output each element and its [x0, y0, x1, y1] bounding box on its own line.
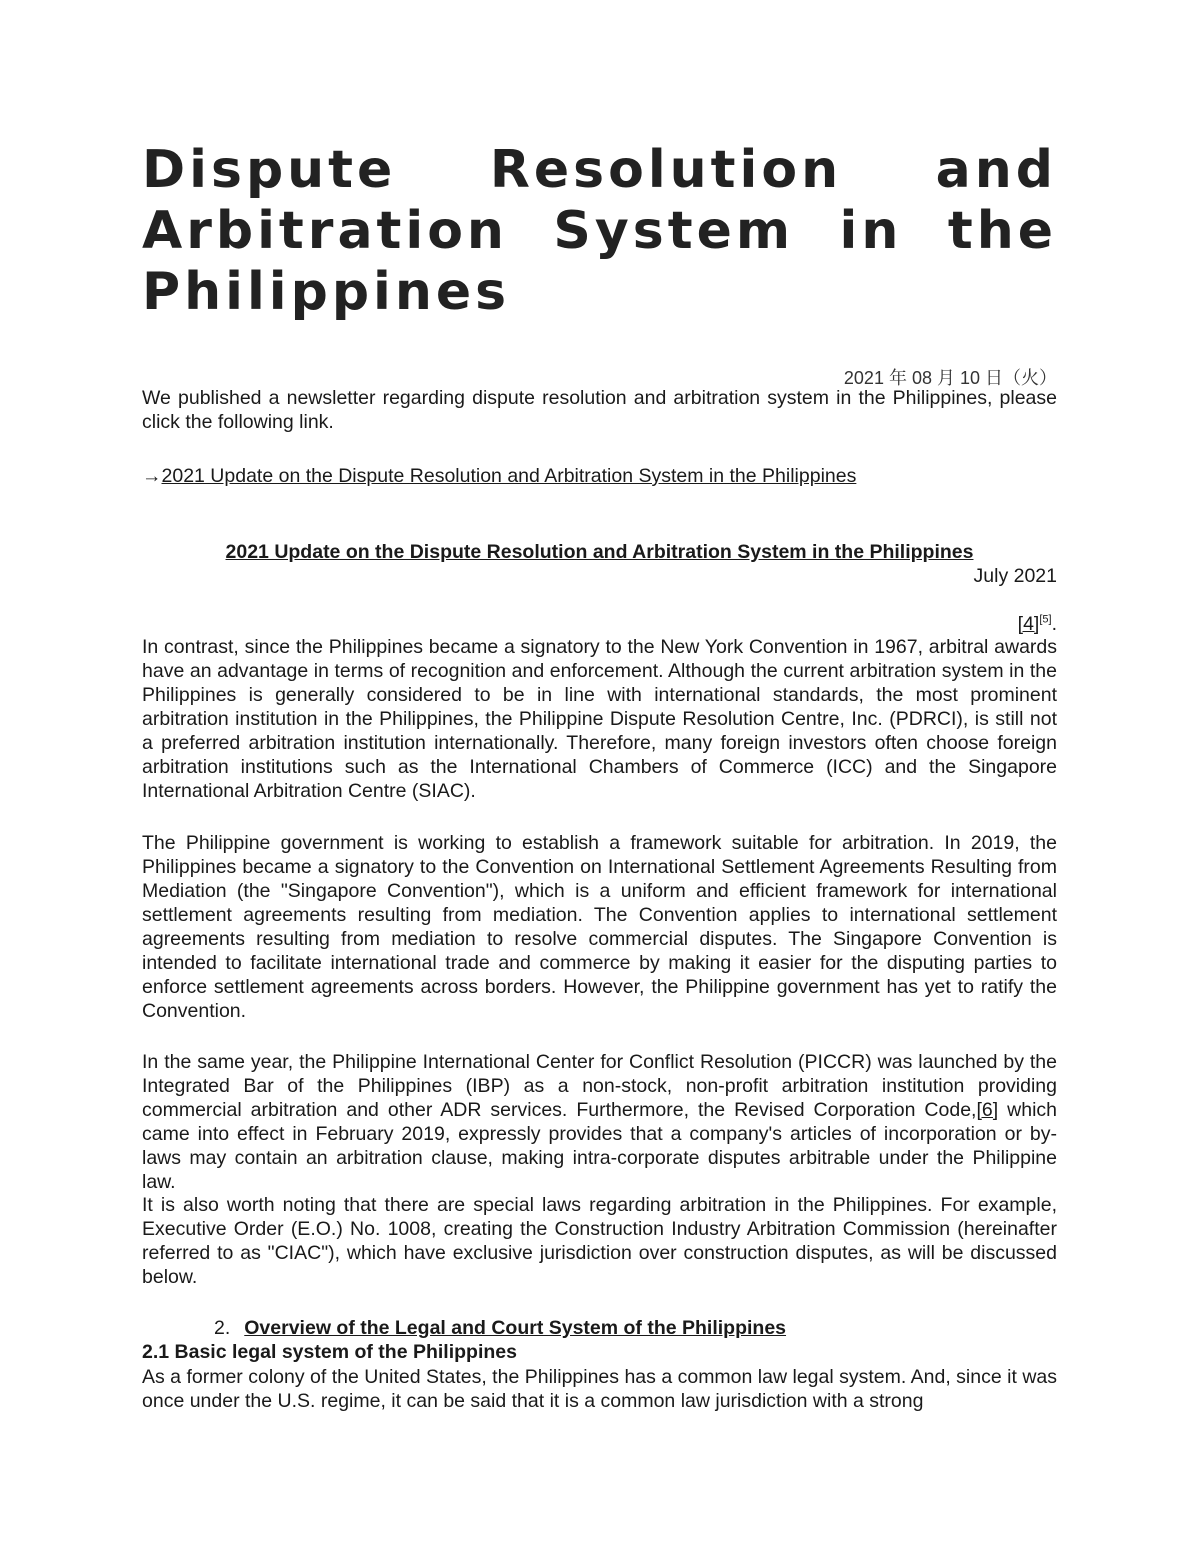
arrow-icon: → — [142, 465, 162, 487]
footnote-tail: . — [1051, 613, 1057, 635]
footnote-mark-5: [5] — [1039, 613, 1052, 626]
paragraph-special-laws: It is also worth noting that there are special laws regarding arbitration in the Philippines. For example, Executive Order (E.O.) No. 1008, creating the Construction Industry Arbitration Commission (hereinafter referred to as "CIAC"), which have exclusive jurisdiction over construction disputes, as will be discussed below. — [142, 1194, 1057, 1288]
footnote-link-6[interactable]: [6] — [976, 1099, 999, 1121]
footnote-link-4[interactable]: [4] — [1017, 613, 1040, 635]
intro-paragraph: We published a newsletter regarding dispute resolution and arbitration system in the Philippines, please click the following link. — [142, 387, 1057, 433]
section-number: 2. — [214, 1317, 231, 1339]
publish-date: 2021 年 08 月 10 日（火） — [843, 368, 1057, 388]
document-title: Dispute Resolution and Arbitration System in the Philippines — [142, 140, 1057, 322]
newsletter-month: July 2021 — [973, 565, 1057, 587]
footnote-line — [1018, 613, 1057, 636]
section-heading — [214, 1317, 786, 1340]
paragraph-piccr-text-a: In the same year, the Philippine International Center for Conflict Resolution (PICCR) was launched by the Integrated Bar of the Philippines (IBP) as a non-stock, non-profit arbitration institution providing commercial arbitration and other ADR services. Furthermore, the Revised Corporation Code, — [142, 1051, 1057, 1121]
section-title: Overview of the Legal and Court System of the Philippines — [244, 1317, 787, 1339]
newsletter-link[interactable]: 2021 Update on the Dispute Resolution and Arbitration System in the Philippines — [161, 465, 857, 487]
paragraph-piccr-text-b: which came into effect in February 2019, expressly provides that a company's articles of incorporation or by-laws may contain an arbitration clause, making intra-corporate disputes arbitrable under the Philippine law. — [142, 1099, 1057, 1193]
newsletter-link-line — [142, 464, 1057, 488]
paragraph-piccr — [142, 1050, 1057, 1194]
newsletter-heading: 2021 Update on the Dispute Resolution and Arbitration System in the Philippines — [225, 541, 974, 563]
paragraph-singapore-convention: The Philippine government is working to establish a framework suitable for arbitration. In 2019, the Philippines became a signatory to the Convention on International Settlement Agreements Resulting from Mediation (the "Singapore Convention"), which is a uniform and efficient framework for international settlement agreements resulting from mediation. The Convention applies to international settlement agreements resulting from mediation to resolve commercial disputes. The Singapore Convention is intended to facilitate international trade and commerce by making it easier for the disputing parties to enforce settlement agreements across borders. However, the Philippine government has yet to ratify the Convention. — [142, 832, 1057, 1022]
paragraph-new-york-convention: In contrast, since the Philippines became a signatory to the New York Convention in 1967, arbitral awards have an advantage in terms of recognition and enforcement. Although the current arbitration system in the Philippines is generally considered to be in line with international standards, the most prominent arbitration institution in the Philippines, the Philippine Dispute Resolution Centre, Inc. (PDRCI), is still not a preferred arbitration institution internationally. Therefore, many foreign investors often choose foreign arbitration institutions such as the International Chambers of Commerce (ICC) and the Singapore International Arbitration Centre (SIAC). — [142, 636, 1057, 802]
subsection-heading: 2.1 Basic legal system of the Philippines — [142, 1341, 517, 1363]
paragraph-legal-system: As a former colony of the United States, the Philippines has a common law legal system. And, since it was once under the U.S. regime, it can be said that it is a common law jurisdiction with a strong — [142, 1366, 1057, 1412]
